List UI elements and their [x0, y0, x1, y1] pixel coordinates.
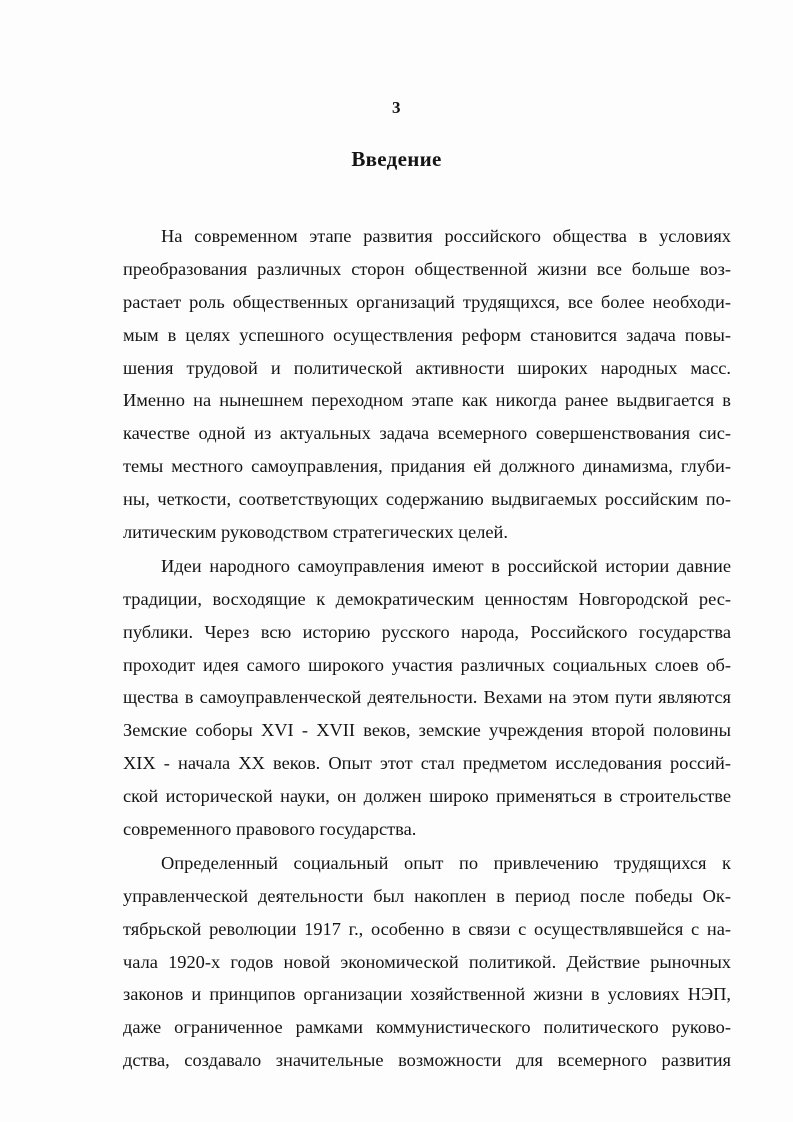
text-line: тябрьской революции 1917 г., особенно в связи с осуществлявшейся с на- [123, 918, 731, 939]
paragraph [123, 847, 731, 1077]
page-number: 3 [392, 98, 401, 117]
text-line: традиции, восходящие к демократическим ценностям Новгородской рес- [123, 588, 731, 609]
text-line: законов и принципов организации хозяйственной жизни в условиях НЭП, [123, 984, 731, 1005]
text-line: Определенный социальный опыт по привлечению трудящихся к [161, 852, 731, 873]
text-line: ской исторической науки, он должен широко применяться в строительстве [123, 786, 731, 807]
text-line: литическим руководством стратегических целей. [123, 522, 508, 543]
text-line: чала 1920-х годов новой экономической политикой. Действие рыночных [123, 951, 731, 972]
paragraph [123, 220, 731, 549]
text-line: растает роль общественных организаций трудящихся, все более необходи- [123, 291, 731, 312]
paragraph [123, 550, 731, 846]
section-heading: Введение [351, 147, 442, 171]
text-line: проходит идея самого широкого участия различных социальных слоев об- [123, 654, 731, 675]
text-line: На современном этапе развития российского общества в условиях [161, 226, 731, 246]
text-line: ны, четкости, соответствующих содержанию выдвигаемых российским по- [123, 489, 731, 510]
text-line: Земские соборы XVI - XVII веков, земские учреждения второй половины [123, 720, 731, 741]
text-line: качестве одной из актуальных задача всемерного совершенствования сис- [123, 423, 731, 444]
text-line: преобразования различных сторон общественной жизни все больше воз- [123, 258, 731, 279]
text-line: современного правового государства. [123, 819, 417, 840]
text-line: мым в целях успешного осуществления реформ становится задача повы- [123, 324, 731, 345]
text-line: Именно на нынешнем переходном этапе как никогда ранее выдвигается в [123, 390, 731, 411]
body-text [123, 220, 731, 1077]
text-line: даже ограниченное рамками коммунистического политического руково- [123, 1017, 731, 1038]
text-line: темы местного самоуправления, придания ей должного динамизма, глуби- [123, 456, 731, 477]
text-line: управленческой деятельности был накоплен в период после победы Ок- [123, 885, 731, 906]
text-line: Идеи народного самоуправления имеют в российской истории давние [161, 555, 731, 576]
text-line: шения трудовой и политической активности широких народных масс. [123, 357, 731, 378]
text-line: дства, создавало значительные возможности для всемерного развития [123, 1050, 731, 1071]
text-line: публики. Через всю историю русского народа, Российского государства [123, 621, 731, 642]
text-line: XIX - начала XX веков. Опыт этот стал предметом исследования россий- [123, 753, 731, 774]
text-line: щества в самоуправленческой деятельности. Вехами на этом пути являются [123, 687, 731, 708]
